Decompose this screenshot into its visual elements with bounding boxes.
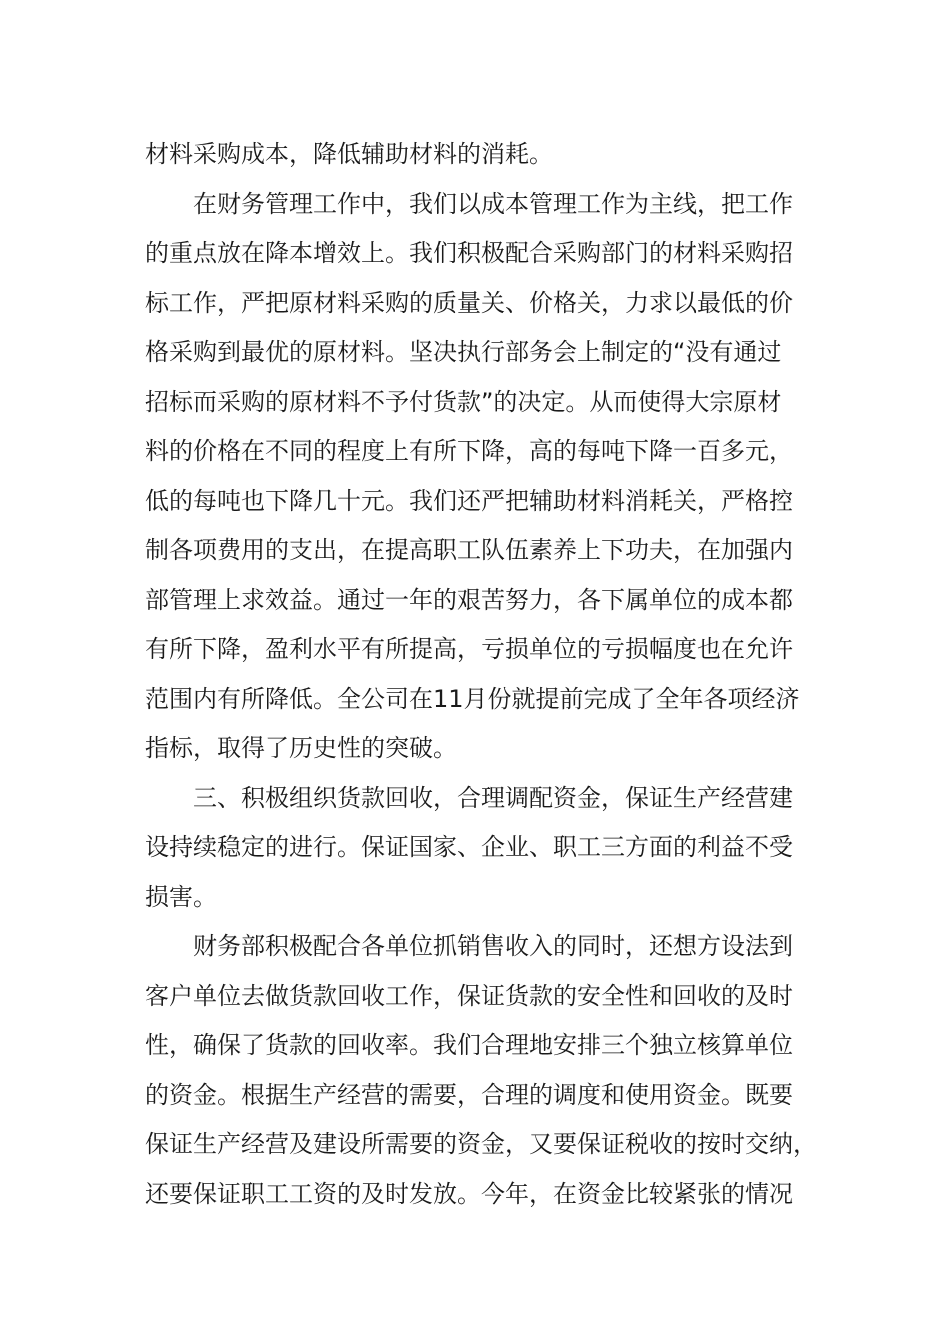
text-line: 格采购到最优的原材料。坚决执行部务会上制定的“没有通过 — [145, 338, 782, 366]
text-line: 有所下降，盈利水平有所提高，亏损单位的亏损幅度也在允许 — [145, 635, 793, 663]
text-line: 还要保证职工工资的及时发放。今年，在资金比较紧张的情况 — [145, 1179, 793, 1208]
text-line: 制各项费用的支出，在提高职工队伍素养上下功夫，在加强内 — [145, 536, 793, 564]
text-line: 客户单位去做货款回收工作，保证货款的安全性和回收的及时 — [145, 981, 793, 1010]
text-line: 招标而采购的原材料不予付货款”的决定。从而使得大宗原材 — [145, 387, 782, 416]
section-heading-line: 三、积极组织货款回收，合理调配资金，保证生产经营建 — [193, 783, 793, 812]
text-line: 的重点放在降本增效上。我们积极配合采购部门的材料采购招 — [145, 239, 793, 267]
text-line: 指标，取得了历史性的突破。 — [145, 734, 457, 762]
text-line: 部管理上求效益。通过一年的艰苦努力，各下属单位的成本都 — [145, 585, 793, 614]
document-body — [145, 130, 817, 1219]
text-line: 低的每吨也下降几十元。我们还严把辅助材料消耗关，严格控 — [145, 486, 793, 515]
text-line: 保证生产经营及建设所需要的资金，又要保证税收的按时交纳， — [145, 1130, 817, 1158]
text-line: 损害。 — [145, 882, 217, 911]
text-line: 标工作，严把原材料采购的质量关、价格关，力求以最低的价 — [145, 288, 793, 317]
text-line: 范围内有所降低。全公司在11月份就提前完成了全年各项经济 — [145, 684, 800, 713]
paragraph-first-line: 财务部积极配合各单位抓销售收入的同时，还想方设法到 — [193, 932, 793, 960]
text-line: 设持续稳定的进行。保证国家、企业、职工三方面的利益不受 — [145, 833, 793, 861]
text-line: 性，确保了货款的回收率。我们合理地安排三个独立核算单位 — [145, 1031, 793, 1059]
text-line: 的资金。根据生产经营的需要，合理的调度和使用资金。既要 — [145, 1080, 793, 1109]
text-line: 料的价格在不同的程度上有所下降，高的每吨下降一百多元， — [145, 437, 793, 465]
text-line: 材料采购成本，降低辅助材料的消耗。 — [145, 140, 553, 168]
paragraph-first-line: 在财务管理工作中，我们以成本管理工作为主线，把工作 — [193, 189, 793, 218]
